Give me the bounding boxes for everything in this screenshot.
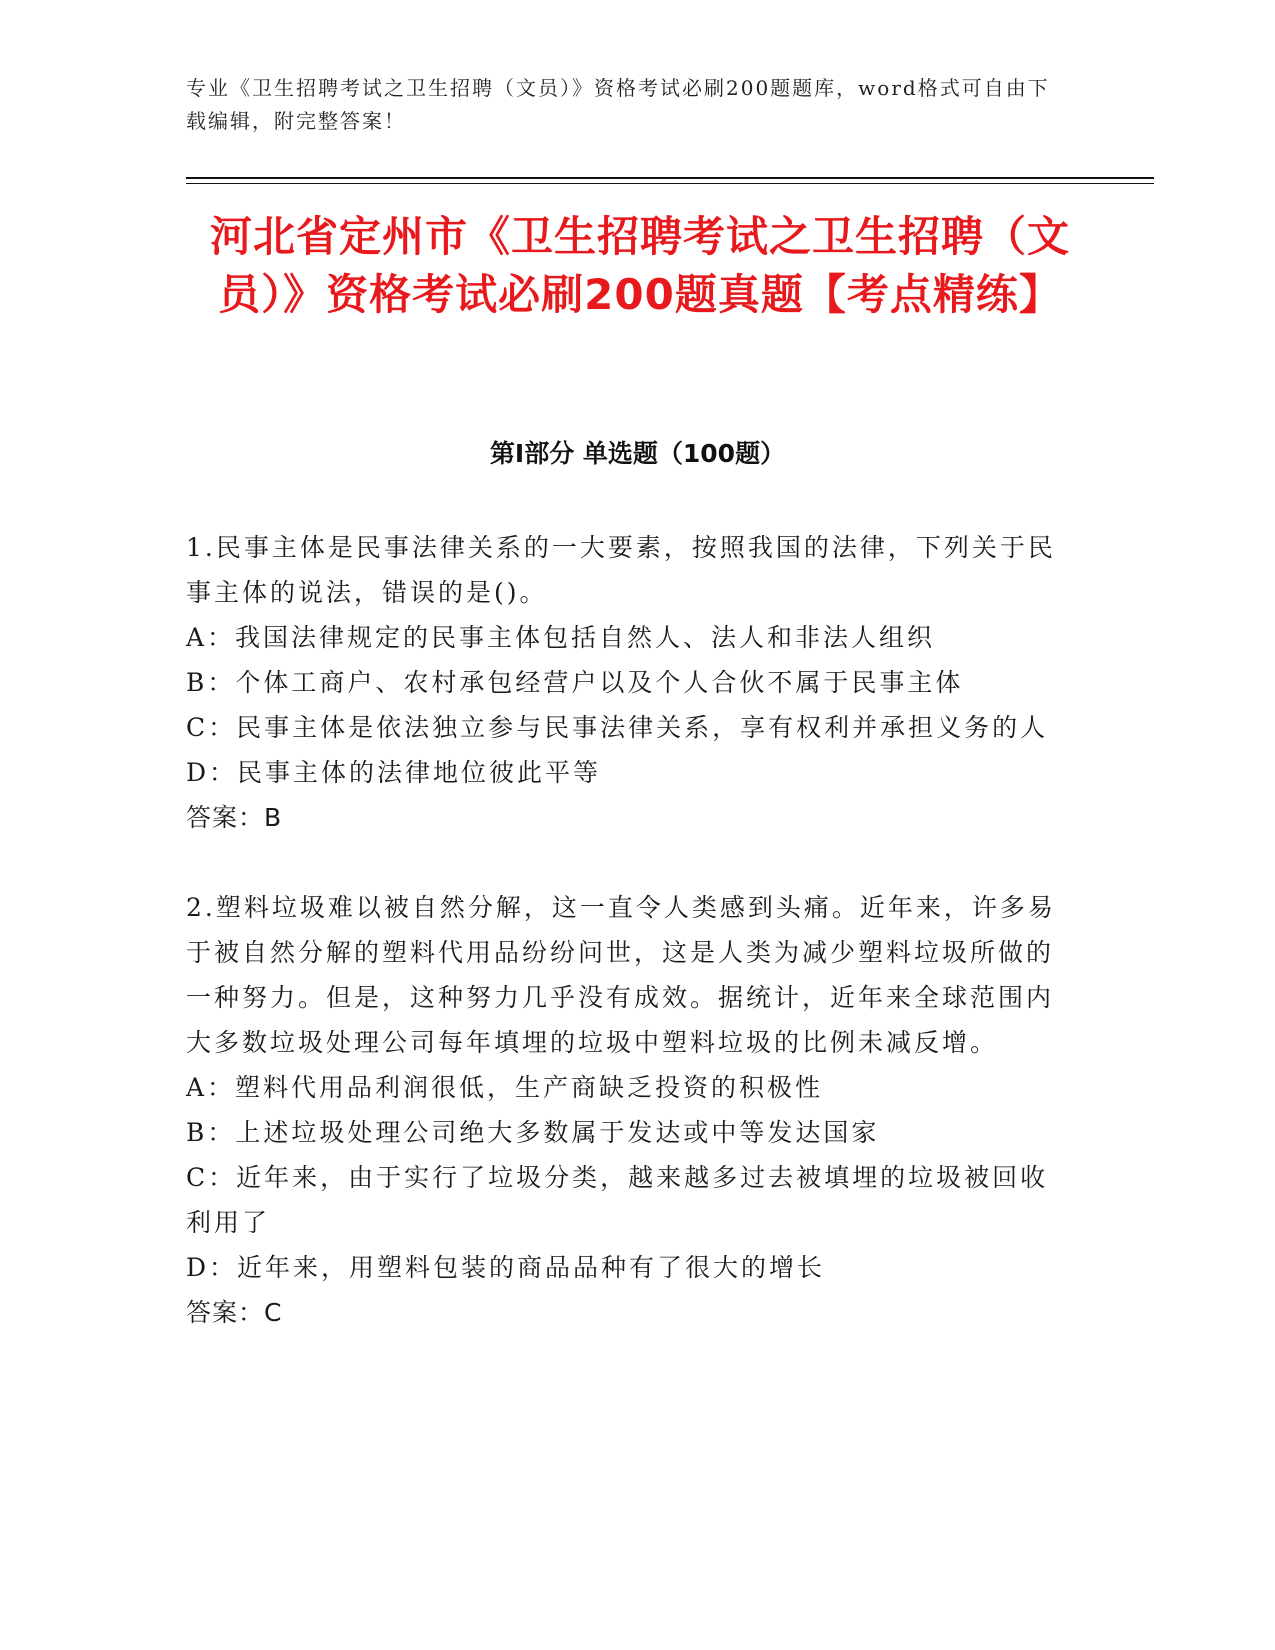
question-block bbox=[186, 525, 1066, 840]
option-d: D：近年来，用塑料包装的商品品种有了很大的增长 bbox=[186, 1253, 826, 1282]
answer-line: 答案：B bbox=[186, 803, 283, 832]
option-c: C：民事主体是依法独立参与民事法律关系，享有权利并承担义务的人 bbox=[186, 713, 1049, 742]
header-note: 专业《卫生招聘考试之卫生招聘（文员）》资格考试必刷200题题库，word格式可自由下载编辑，附完整答案！ bbox=[186, 76, 1050, 133]
option-b: B：个体工商户、农村承包经营户以及个人合伙不属于民事主体 bbox=[186, 668, 964, 697]
section-heading: 第I部分 单选题（100题） bbox=[489, 439, 786, 468]
option-d: D：民事主体的法律地位彼此平等 bbox=[186, 758, 602, 787]
option-a: A：塑料代用品利润很低，生产商缺乏投资的积极性 bbox=[186, 1073, 824, 1102]
option-b: B：上述垃圾处理公司绝大多数属于发达或中等发达国家 bbox=[186, 1118, 880, 1147]
option-a: A：我国法律规定的民事主体包括自然人、法人和非法人组织 bbox=[186, 623, 936, 652]
header-divider-thick bbox=[186, 177, 1154, 179]
header-divider-thin bbox=[186, 183, 1154, 184]
question-stem: 2.塑料垃圾难以被自然分解，这一直令人类感到头痛。近年来，许多易于被自然分解的塑料代用品纷纷问世，这是人类为减少塑料垃圾所做的一种努力。但是，这种努力几乎没有成效。据统计，近年来全球范围内大多数垃圾处理公司每年填埋的垃圾中塑料垃圾的比例未减反增。 bbox=[186, 893, 1056, 1057]
question-block bbox=[186, 885, 1066, 1335]
document-title: 河北省定州市《卫生招聘考试之卫生招聘（文员）》资格考试必刷200题真题【考点精练】 bbox=[209, 212, 1070, 319]
answer-line: 答案：C bbox=[186, 1298, 283, 1327]
question-stem: 1.民事主体是民事法律关系的一大要素，按照我国的法律，下列关于民事主体的说法，错误的是()。 bbox=[186, 533, 1056, 607]
option-c: C：近年来，由于实行了垃圾分类，越来越多过去被填埋的垃圾被回收利用了 bbox=[186, 1163, 1049, 1237]
